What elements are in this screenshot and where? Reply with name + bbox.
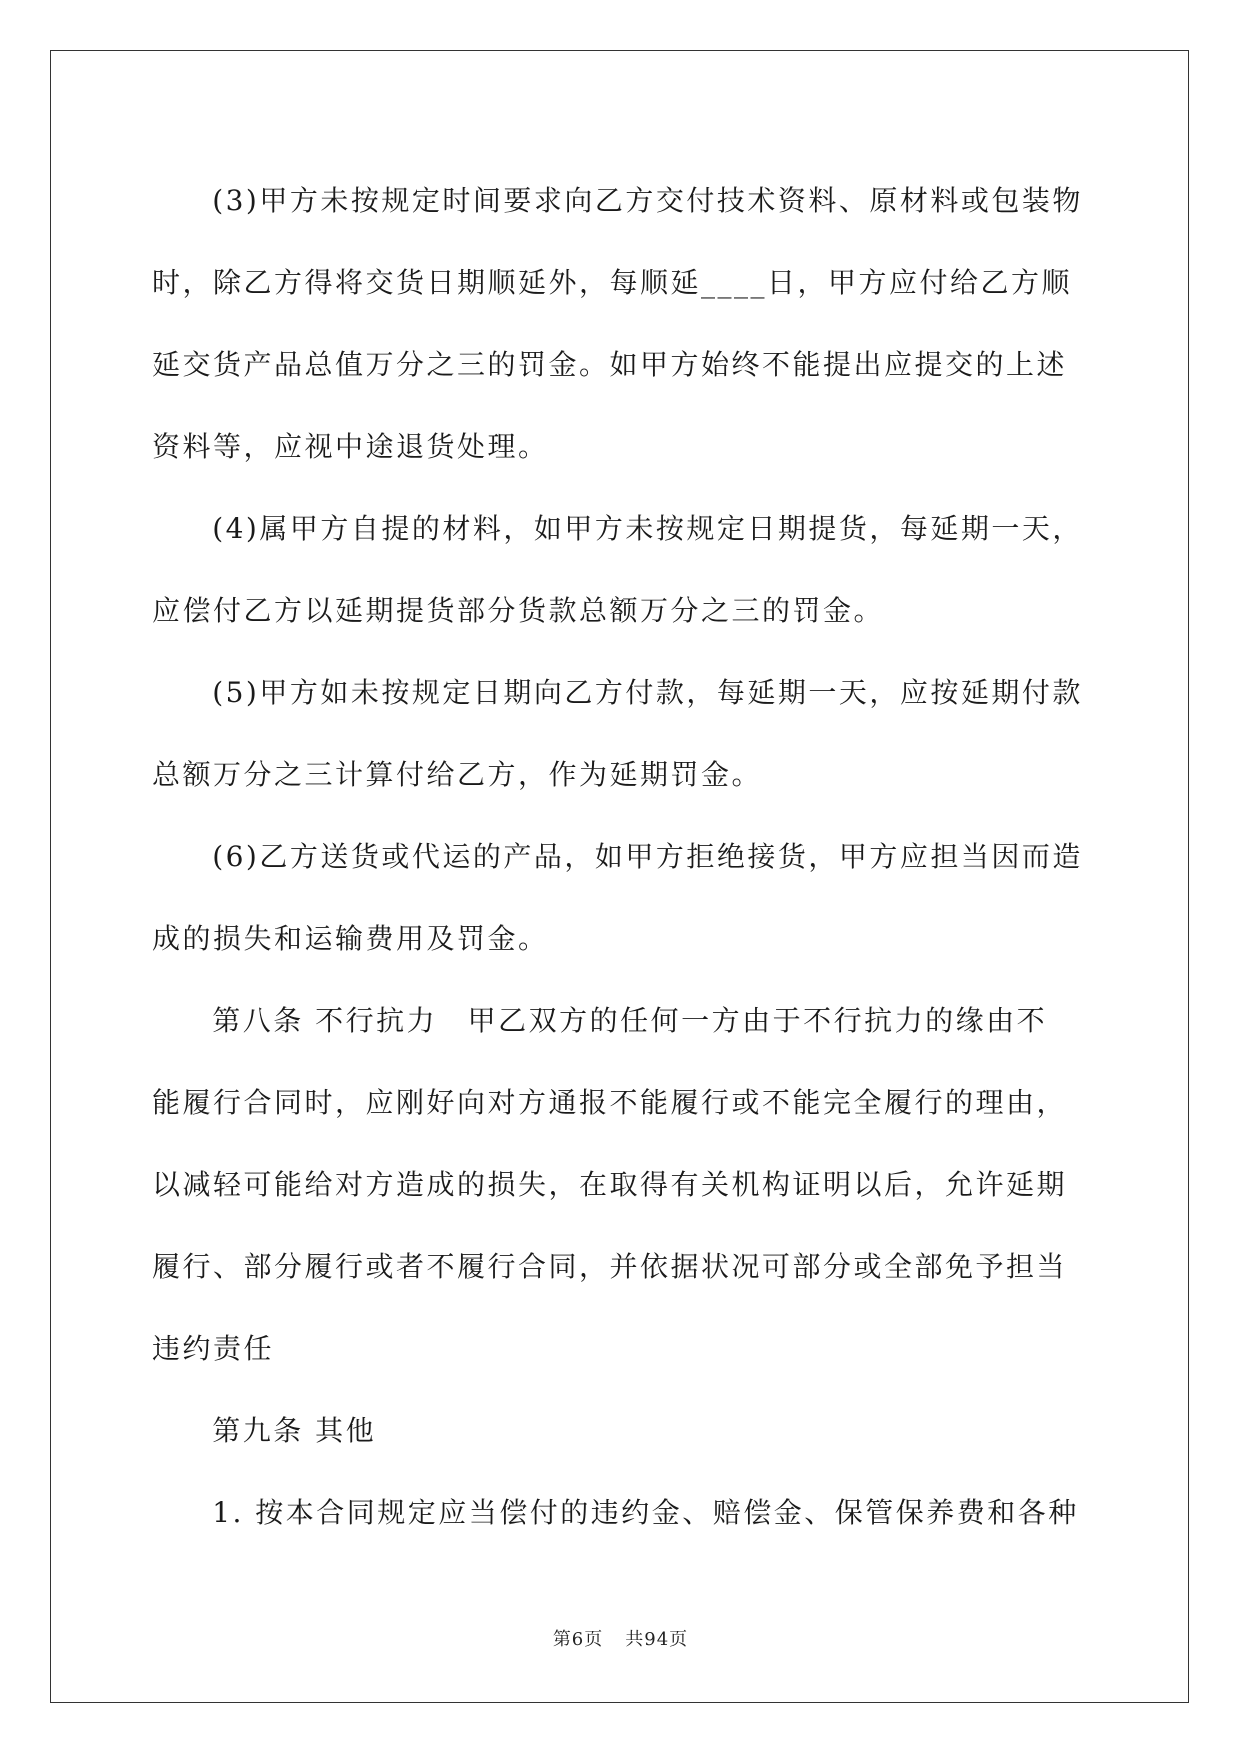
paragraph-article-8 xyxy=(152,980,1087,1390)
paragraph-article-9-item-1 xyxy=(152,1472,1087,1554)
text-line: (4)属甲方自提的材料，如甲方未按规定日期提货，每延期一天， xyxy=(212,512,1083,545)
text-line: 成的损失和运输费用及罚金。 xyxy=(152,922,549,955)
text-line: 时，除乙方得将交货日期顺延外，每顺延____日，甲方应付给乙方顺 xyxy=(152,266,1073,299)
text-line: (6)乙方送货或代运的产品，如甲方拒绝接货，甲方应担当因而造 xyxy=(212,840,1083,873)
page-footer xyxy=(0,1625,1241,1651)
text-line: 资料等，应视中途退货处理。 xyxy=(152,430,549,463)
page-total: 共94页 xyxy=(625,1629,689,1650)
text-line: 延交货产品总值万分之三的罚金。如甲方始终不能提出应提交的上述 xyxy=(152,348,1068,381)
text-line: 第八条 不行抗力 甲乙双方的任何一方由于不行抗力的缘由不 xyxy=(212,1004,1048,1037)
paragraph-article-9-heading xyxy=(152,1390,1087,1472)
page-number: 第6页 xyxy=(552,1629,604,1650)
paragraph-clause-3 xyxy=(152,160,1087,488)
text-line: 1. 按本合同规定应当偿付的违约金、赔偿金、保管保养费和各种 xyxy=(212,1496,1079,1529)
text-line: (5)甲方如未按规定日期向乙方付款，每延期一天，应按延期付款 xyxy=(212,676,1083,709)
text-line: 能履行合同时，应刚好向对方通报不能履行或不能完全履行的理由， xyxy=(152,1086,1068,1119)
paragraph-clause-5 xyxy=(152,652,1087,816)
text-line: 违约责任 xyxy=(152,1332,275,1365)
text-line: 第九条 其他 xyxy=(212,1414,377,1447)
text-line: (3)甲方未按规定时间要求向乙方交付技术资料、原材料或包装物 xyxy=(212,184,1083,217)
paragraph-clause-4 xyxy=(152,488,1087,652)
paragraph-clause-6 xyxy=(152,816,1087,980)
text-line: 履行、部分履行或者不履行合同，并依据状况可部分或全部免予担当 xyxy=(152,1250,1068,1283)
text-line: 总额万分之三计算付给乙方，作为延期罚金。 xyxy=(152,758,763,791)
text-line: 以减轻可能给对方造成的损失，在取得有关机构证明以后，允许延期 xyxy=(152,1168,1068,1201)
document-body xyxy=(152,160,1087,1554)
text-line: 应偿付乙方以延期提货部分货款总额万分之三的罚金。 xyxy=(152,594,885,627)
